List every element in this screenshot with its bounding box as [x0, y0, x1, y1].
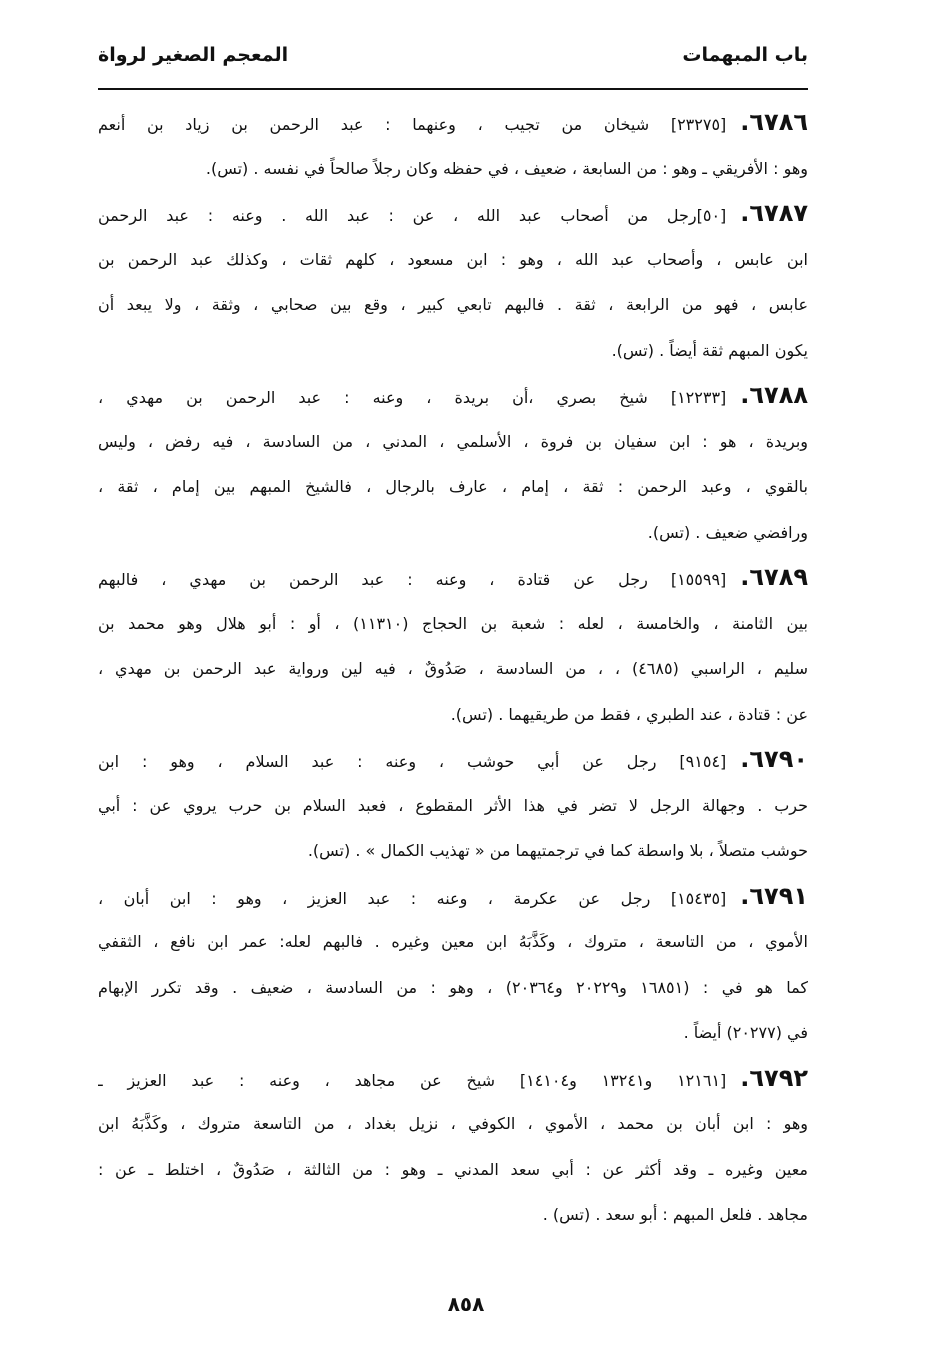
entry-line: كما هو في : (١٦٨٥١ و٢٠٢٢٩ و٢٠٣٦٤) ، وهو : من السادسة ، ضعيف . وقد تكرر الإبهام [98, 977, 808, 997]
entry-line [98, 100, 808, 146]
entry-line: حوشب متصلاً ، بلا واسطة كما في ترجمتيهما من « تهذيب الكمال » . (تس). [307, 841, 808, 860]
entry-number: ٦٧٨٧. [740, 199, 808, 227]
page-header [98, 40, 808, 80]
entry-text: [١٢٢٣٣] شيخ بصري ،أن بريدة ، وعنه : عبد الرحمن بن مهدي ، [98, 388, 727, 407]
entry-line: في (٢٠٢٧٧) أيضاً . [683, 1023, 808, 1042]
entry-line: عابس ، فهو من الرابعة ، ثقة . فالبهم تابعي كبير ، وقع بين صحابي ، وثقة ، ولا يبعد أن [98, 295, 808, 314]
entry-line: مجاهد . فلعل المبهم : أبو سعد . (تس) . [542, 1205, 808, 1224]
entry-text: [٢٣٢٧٥] شيخان من تجيب ، وعنهما : عبد الرحمن بن زياد بن أنعم [98, 115, 727, 134]
entry-6789 [98, 555, 808, 737]
entry-6787 [98, 191, 808, 373]
entry-line [98, 1056, 808, 1102]
entry-line: حرب . وجهالة الرجل لا تضر في هذا الأثر المقطوع ، فعبد السلام بن حرب يروي عن : أبي [98, 795, 808, 815]
entry-line [98, 737, 808, 783]
entry-line [98, 555, 808, 601]
entry-line: بين الثامنة ، والخامسة ، لعله : شعبة بن الحجاج (١١٣١٠) ، أو : أبو هلال وهو محمد بن [98, 613, 808, 633]
entry-text: [٥٠]رجل من أصحاب عبد الله ، عن : عبد الله . وعنه : عبد الرحمن [98, 206, 727, 225]
entry-text: [٩١٥٤] رجل عن أبي حوشب ، وعنه : عبد السلام ، وهو : ابن [98, 752, 727, 771]
entry-line: وهو : الأفريقي ـ وهو : من السابعة ، ضعيف ، في حفظه وكان رجلاً صالحاً في نفسه . (تس). [205, 158, 808, 178]
entry-text: [١٥٥٩٩] رجل عن قتادة ، وعنه : عبد الرحمن بن مهدي ، فالبهم [98, 570, 727, 589]
entries-list [98, 100, 808, 1238]
entry-6790 [98, 737, 808, 874]
entry-line: سليم ، الراسبي (٤٦٨٥) ، ، من السادسة ، صَدُوقٌ ، فيه لين ورواية عبد الرحمن بن مهدي ، [98, 659, 808, 678]
entry-line: ابن عابس ، وأصحاب عبد الله ، وهو : ابن مسعود ، كلهم ثقات ، وكذلك عبد الرحمن بن [98, 249, 808, 269]
entry-number: ٦٧٨٦. [740, 108, 808, 136]
entry-6792 [98, 1056, 808, 1238]
entry-number: ٦٧٨٩. [740, 563, 808, 591]
entry-line: وهو : ابن أبان بن محمد ، الأموي ، الكوفي ، نزيل بغداد ، من التاسعة متروك ، وكَذَّبَهُ ابن [98, 1114, 808, 1133]
entry-6791 [98, 874, 808, 1056]
entry-text: [١٢١٦١ و١٣٢٤١ و١٤١٠٤] شيخ عن مجاهد ، وعنه : عبد العزيز ـ [98, 1070, 727, 1090]
entry-number: ٦٧٩١. [740, 881, 808, 910]
header-divider [98, 88, 808, 90]
entry-line: ورافضي ضعيف . (تس). [647, 522, 808, 542]
entry-number: ٦٧٩٢. [740, 1063, 808, 1092]
entry-line: الأموي ، من التاسعة ، متروك ، وكَذَّبَهُ ابن معين وغيره . فالبهم لعله: عمر ابن نافع ، الثقفي [98, 932, 808, 951]
entry-line [98, 191, 808, 237]
entry-number: ٦٧٩٠. [740, 745, 808, 773]
entry-number: ٦٧٨٨. [740, 381, 808, 409]
entry-line: عن : قتادة ، عند الطبري ، فقط من طريقيهما . (تس). [450, 704, 808, 724]
book-title: المعجم الصغير لرواة [98, 44, 289, 66]
entry-6786 [98, 100, 808, 191]
entry-line [98, 874, 808, 920]
entry-line: بالقوي ، وعبد الرحمن : ثقة ، إمام ، عارف بالرجال ، فالشيخ المبهم بين إمام ، ثقة ، [98, 477, 808, 496]
entry-line: معين وغيره ـ وقد أكثر عن : أبي سعد المدني ـ وهو : من الثالثة ، صَدُوقٌ ، اختلط ـ عن : [98, 1159, 808, 1179]
chapter-title: باب المبهمات [682, 44, 808, 66]
page-number: ٨٥٨ [447, 1292, 485, 1316]
entry-line: وبريدة ، هو : ابن سفيان بن فروة ، الأسلمي ، المدني ، من السادسة ، فيه رفض ، وليس [98, 431, 808, 451]
entry-text: [١٥٤٣٥] رجل عن عكرمة ، وعنه : عبد العزيز ، وهو : ابن أبان ، [98, 888, 727, 908]
entry-6788 [98, 373, 808, 555]
entry-line [98, 373, 808, 419]
entry-line: يكون المبهم ثقة أيضاً . (تس). [611, 340, 808, 360]
